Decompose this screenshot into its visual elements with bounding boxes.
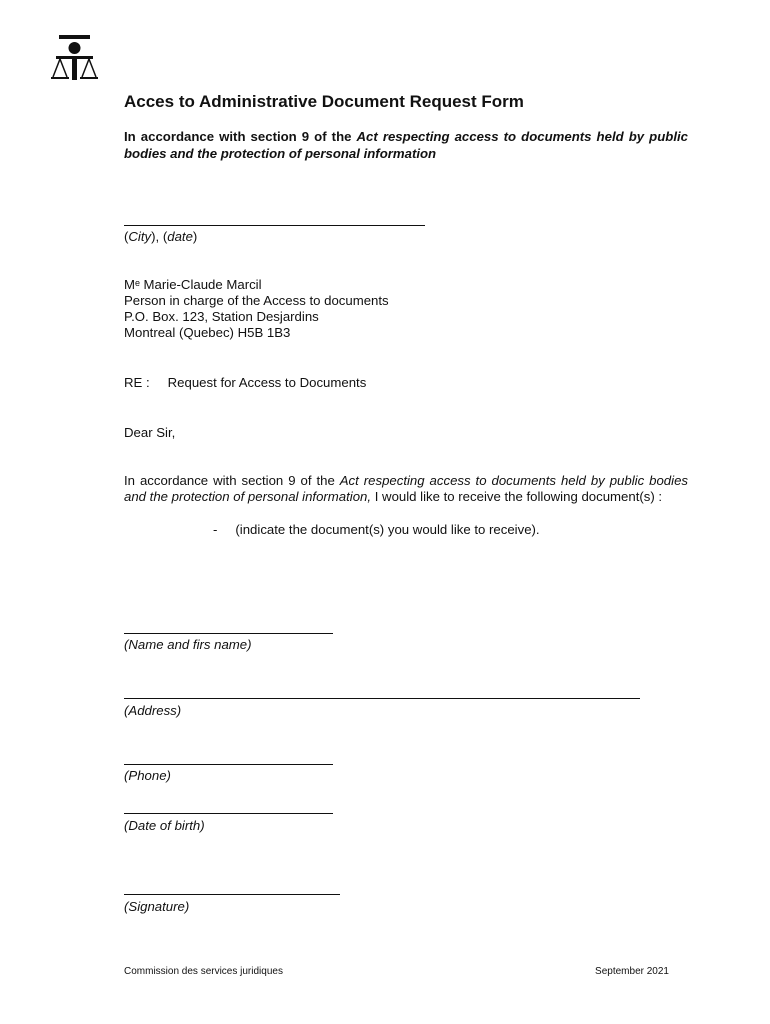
address-label: (Address) <box>124 703 182 718</box>
footer-date: September 2021 <box>595 966 669 977</box>
recipient-city: Montreal (Quebec) H5B 1B3 <box>124 325 291 340</box>
body-act-name: Act respecting access to documents held by public bodies and the protection of personal information, <box>124 473 688 504</box>
subtitle-prefix: In accordance with section 9 of the <box>124 129 357 144</box>
recipient-role: Person in charge of the Access to documents <box>124 293 389 308</box>
subtitle-act-name: Act respecting access to documents held by public bodies and the protection of personal information <box>124 129 688 161</box>
document-title: Acces to Administrative Document Request Form <box>124 92 524 111</box>
request-paragraph: In accordance with section 9 of the Act respecting access to documents held by public bodies and the protection of personal information, I would like to receive the following document(s) : <box>124 473 688 504</box>
justice-scales-logo-icon <box>50 33 100 83</box>
re-line <box>124 375 366 390</box>
phone-label: (Phone) <box>124 768 171 783</box>
phone-line[interactable] <box>124 764 333 765</box>
address-line[interactable] <box>124 698 640 699</box>
signature-label: (Signature) <box>124 899 190 914</box>
name-label: (Name and firs name) <box>124 637 252 652</box>
salutation: Dear Sir, <box>124 425 176 440</box>
document-bullet: - (indicate the document(s) you would like to receive). <box>213 522 540 537</box>
re-subject: Request for Access to Documents <box>167 375 367 390</box>
document-subtitle <box>124 128 688 162</box>
city-date-line[interactable] <box>124 225 425 226</box>
recipient-address <box>124 277 389 341</box>
name-line[interactable] <box>124 633 333 634</box>
recipient-name: Mᵉ Marie-Claude Marcil <box>124 277 262 292</box>
dob-line[interactable] <box>124 813 333 814</box>
re-label: RE : <box>124 375 150 390</box>
city-date-label: (City), (date) <box>124 229 198 244</box>
bullet-text: (indicate the document(s) you would like to receive). <box>235 522 540 537</box>
dob-label: (Date of birth) <box>124 818 205 833</box>
signature-line[interactable] <box>124 894 340 895</box>
recipient-po-box: P.O. Box. 123, Station Desjardins <box>124 309 319 324</box>
footer-organization: Commission des services juridiques <box>124 966 283 977</box>
